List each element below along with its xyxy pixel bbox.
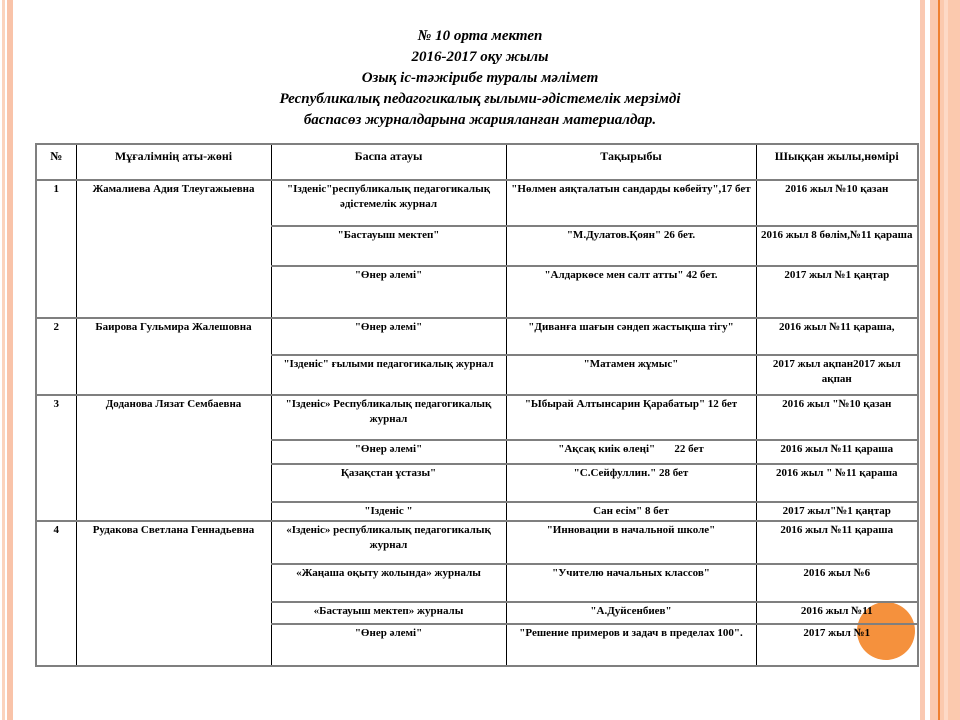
journal-cell: «Жаңаша оқыту жолында» журналы bbox=[271, 564, 506, 602]
header-topic: Тақырыбы bbox=[506, 144, 756, 180]
journal-cell: "Өнер әлемі" bbox=[271, 440, 506, 464]
title-line: Республикалық педагогикалық ғылыми-әдістемелік мерзімді bbox=[279, 91, 681, 107]
date-cell: 2016 жыл №11 қараша, bbox=[756, 318, 918, 355]
journal-cell: «Ізденіс» республикалық педагогикалық журнал bbox=[271, 521, 506, 564]
teacher-name-cell: Доданова Лязат Сембаевна bbox=[76, 395, 271, 521]
date-cell: 2017 жыл №1 қаңтар bbox=[756, 266, 918, 318]
date-cell: 2016 жыл " №11 қараша bbox=[756, 464, 918, 502]
topic-cell: "А.Дуйсенбиев" bbox=[506, 602, 756, 624]
date-cell: 2017 жыл"№1 қаңтар bbox=[756, 502, 918, 521]
topic-cell: "Матамен жұмыс" bbox=[506, 355, 756, 395]
topic-cell: "Ыбырай Алтынсарин Қарабатыр" 12 бет bbox=[506, 395, 756, 440]
table-row bbox=[36, 521, 918, 564]
topic-cell: "Нөлмен аяқталатын сандарды көбейту",17 бет bbox=[506, 180, 756, 226]
title-line: № 10 орта мектеп bbox=[417, 28, 543, 44]
title-line: баспасөз журналдарына жарияланған материалдар. bbox=[303, 112, 657, 128]
header-date: Шыққан жылы,нөмірі bbox=[756, 144, 918, 180]
table-header-row bbox=[36, 144, 918, 180]
topic-cell: "Учителю начальных классов" bbox=[506, 564, 756, 602]
journal-cell: "Өнер әлемі" bbox=[271, 318, 506, 355]
topic-cell: Сан есім" 8 бет bbox=[506, 502, 756, 521]
date-cell: 2016 жыл №11 қараша bbox=[756, 440, 918, 464]
table-row bbox=[36, 395, 918, 440]
date-cell: 2016 жыл №10 қазан bbox=[756, 180, 918, 226]
table-row bbox=[36, 180, 918, 226]
date-cell: 2016 жыл №11 bbox=[756, 602, 918, 624]
date-cell: 2017 жыл ақпан2017 жыл ақпан bbox=[756, 355, 918, 395]
teacher-name-cell: Жамалиева Адия Тлеугажыевна bbox=[76, 180, 271, 318]
title-line: Озық іс-тәжірибе туралы мәлімет bbox=[361, 70, 599, 86]
journal-cell: "Ізденіс» Республикалық педагогикалық журнал bbox=[271, 395, 506, 440]
date-cell: 2016 жыл №11 қараша bbox=[756, 521, 918, 564]
topic-cell: "Инновации в начальной школе" bbox=[506, 521, 756, 564]
journal-cell: "Өнер әлемі" bbox=[271, 624, 506, 666]
topic-cell: "Ақсақ киік өлеңі" 22 бет bbox=[506, 440, 756, 464]
journal-cell: "Өнер әлемі" bbox=[271, 266, 506, 318]
header-teacher-name: Мұғалімнің аты-жөні bbox=[76, 144, 271, 180]
publications-table bbox=[35, 143, 919, 667]
table-row bbox=[36, 318, 918, 355]
teacher-name-cell: Рудакова Светлана Геннадьевна bbox=[76, 521, 271, 666]
date-cell: 2017 жыл №1 bbox=[756, 624, 918, 666]
journal-cell: "Ізденіс " bbox=[271, 502, 506, 521]
teacher-number-cell: 4 bbox=[36, 521, 76, 666]
teacher-number-cell: 2 bbox=[36, 318, 76, 395]
topic-cell: "С.Сейфуллин." 28 бет bbox=[506, 464, 756, 502]
journal-cell: «Бастауыш мектеп» журналы bbox=[271, 602, 506, 624]
date-cell: 2016 жыл 8 бөлім,№11 қараша bbox=[756, 226, 918, 266]
topic-cell: "Решение примеров и задач в пределах 100". bbox=[506, 624, 756, 666]
date-cell: 2016 жыл "№10 қазан bbox=[756, 395, 918, 440]
teacher-name-cell: Баирова Гульмира Жалешовна bbox=[76, 318, 271, 395]
header-journal: Баспа атауы bbox=[271, 144, 506, 180]
journal-cell: Қазақстан ұстазы" bbox=[271, 464, 506, 502]
title-line: 2016-2017 оқу жылы bbox=[411, 49, 549, 65]
journal-cell: "Ізденіс" ғылыми педагогикалық журнал bbox=[271, 355, 506, 395]
journal-cell: "Ізденіс"республикалық педагогикалық әдістемелік журнал bbox=[271, 180, 506, 226]
teacher-number-cell: 1 bbox=[36, 180, 76, 318]
topic-cell: "М.Дулатов.Қоян" 26 бет. bbox=[506, 226, 756, 266]
date-cell: 2016 жыл №6 bbox=[756, 564, 918, 602]
teacher-number-cell: 3 bbox=[36, 395, 76, 521]
topic-cell: "Алдаркөсе мен салт атты" 42 бет. bbox=[506, 266, 756, 318]
slide-title bbox=[0, 0, 960, 131]
header-number: № bbox=[36, 144, 76, 180]
journal-cell: "Бастауыш мектеп" bbox=[271, 226, 506, 266]
topic-cell: "Диванға шағын сәндеп жастықша тігу" bbox=[506, 318, 756, 355]
